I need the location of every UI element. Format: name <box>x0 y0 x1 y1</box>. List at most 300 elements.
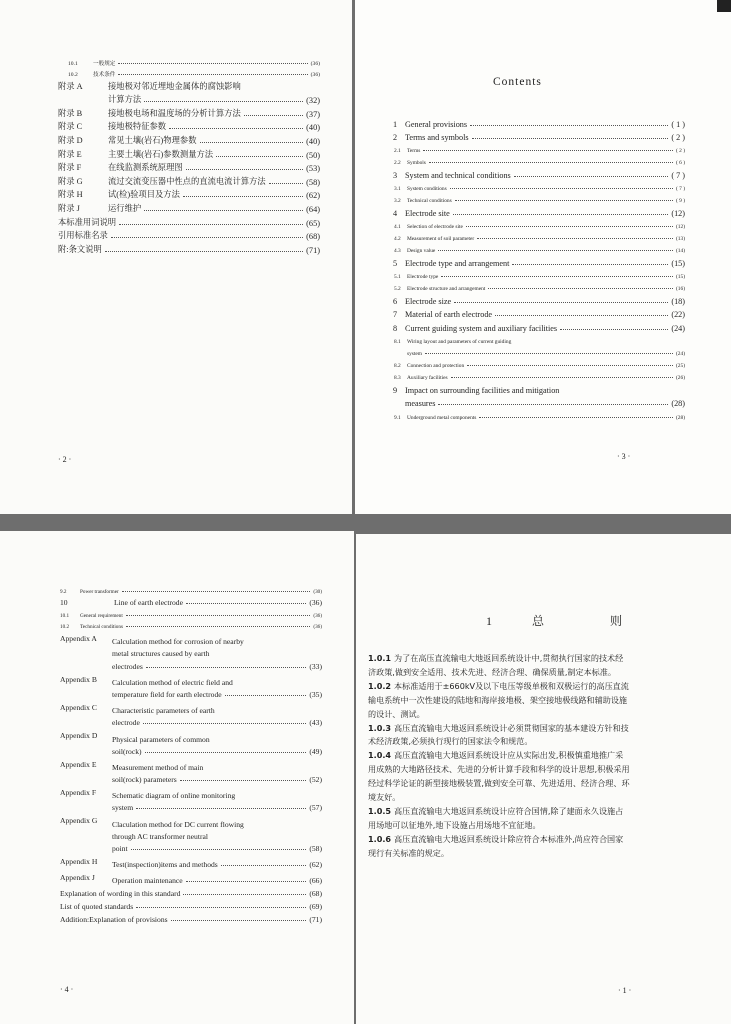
entry-page: (13) <box>676 236 685 243</box>
leader-dots <box>466 226 673 227</box>
appendix-title-text: Measurement method of main <box>112 762 204 772</box>
toc-entry[interactable] <box>393 408 685 420</box>
toc-entry-continuation[interactable] <box>58 92 320 106</box>
clause-paragraph <box>368 722 630 750</box>
toc-entry[interactable] <box>393 280 685 292</box>
entry-title: 本标准用词说明 <box>58 217 117 227</box>
toc-entry[interactable] <box>393 333 685 345</box>
entry-page: (64) <box>306 204 320 214</box>
appendix-title-text: point <box>112 844 128 853</box>
entry-page: (69) <box>309 902 322 912</box>
leader-dots <box>438 404 668 405</box>
entry-page: (15) <box>671 258 685 268</box>
appendix-title-text: system <box>112 803 134 813</box>
entry-number: 3.1 <box>394 186 401 193</box>
appendix-title-text: Schematic diagram of online monitoring <box>112 791 236 801</box>
title-line <box>112 800 322 812</box>
toc-entry[interactable] <box>58 214 320 228</box>
entry-page: ( 7 ) <box>676 186 685 193</box>
entry-page: (65) <box>306 218 320 228</box>
toc-entry[interactable] <box>58 187 320 201</box>
toc-entry[interactable] <box>393 268 685 280</box>
entry-title: 一般规定 <box>93 61 116 67</box>
leader-dots <box>425 353 673 354</box>
clause-number: 1.0.3 <box>368 722 392 733</box>
entry-number: 10 <box>60 598 68 607</box>
entry-number: 9.1 <box>394 414 401 421</box>
leader-dots <box>472 138 669 139</box>
toc-entry[interactable] <box>393 142 685 154</box>
entry-title: Connection and protection <box>407 363 465 370</box>
entry-page: (28) <box>676 414 685 421</box>
clause-paragraph <box>368 652 630 680</box>
appendix-title-block <box>112 760 322 784</box>
title-line <box>112 658 322 670</box>
leader-dots <box>451 377 673 378</box>
entry-number: 4.1 <box>394 223 401 230</box>
leader-dots <box>453 214 669 215</box>
clause-number: 1.0.1 <box>368 653 392 663</box>
toc-entry[interactable] <box>60 703 322 727</box>
folio: · 4 · <box>60 985 74 994</box>
leader-dots <box>146 667 307 668</box>
toc-entry[interactable] <box>60 634 322 671</box>
entry-page: (50) <box>306 150 320 160</box>
leader-dots <box>180 780 307 781</box>
leader-dots <box>169 128 303 129</box>
entry-page: (12) <box>676 223 685 230</box>
entry-title: Addition:Explanation of provisions <box>60 915 168 925</box>
leader-dots <box>122 591 311 592</box>
entry-page: (66) <box>309 876 322 886</box>
appendix-title-text: Calculation method for corrosion of nearby <box>112 637 244 647</box>
entry-page: ( 2 ) <box>676 148 685 155</box>
appendix-title-block <box>112 788 322 812</box>
toc-entry[interactable] <box>60 816 322 853</box>
entry-page: (36) <box>313 624 322 630</box>
toc-entry[interactable] <box>60 857 322 869</box>
clause-text: 为了在高压直流输电大地返回系统设计中,贯彻执行国家的技术经济政策,做到安全适用、技术先进、经济合理、确保质量,制定本标准。 <box>368 653 624 677</box>
clause-text: 高压直流输电大地返回系统设计必须贯彻国家的基本建设方针和技术经济政策,必须执行现行的国家法令和规范。 <box>368 722 629 747</box>
toc-entry[interactable] <box>393 357 685 369</box>
entry-number: 7 <box>393 310 398 320</box>
entry-page: (53) <box>306 164 320 174</box>
entry-number: 10.1 <box>68 61 78 67</box>
title-line <box>112 873 322 885</box>
toc-entry[interactable] <box>60 915 322 924</box>
entry-number: 附录 B <box>58 108 83 118</box>
leader-dots <box>118 74 307 75</box>
entry-number: 1 <box>393 119 398 129</box>
appendix-number: Appendix H <box>60 857 98 866</box>
entry-title: General requirement <box>80 612 123 619</box>
entry-page: (15) <box>676 274 685 280</box>
entry-page: ( 1 ) <box>671 119 685 129</box>
entry-page: (36) <box>310 72 320 78</box>
entry-page: (33) <box>309 661 322 671</box>
leader-dots <box>225 695 307 696</box>
toc-entry[interactable] <box>60 788 322 812</box>
entry-number: 8.3 <box>394 375 401 382</box>
appendix-number: Appendix D <box>60 731 98 741</box>
entry-page: (43) <box>309 718 322 728</box>
toc-entry[interactable] <box>60 675 322 699</box>
title-line <box>112 731 322 743</box>
appendix-number: Appendix C <box>60 702 97 712</box>
entry-title-continued: measures <box>405 399 436 409</box>
entry-page: (35) <box>309 689 322 699</box>
toc-entry[interactable] <box>58 78 320 92</box>
contents-title: Contents <box>493 76 542 88</box>
toc-entry[interactable] <box>58 146 320 160</box>
entry-number: 2.1 <box>394 148 401 155</box>
entry-number: 8.2 <box>394 363 401 370</box>
leader-dots <box>200 142 304 143</box>
toc-entry[interactable] <box>393 254 685 268</box>
title-line <box>112 744 322 756</box>
clause-paragraph <box>368 805 630 833</box>
toc-entry[interactable] <box>393 166 685 180</box>
title-line <box>112 634 322 646</box>
toc-english <box>393 115 685 421</box>
entry-title: 主要土壤(岩石)参数测量方法 <box>108 149 214 159</box>
title-line <box>112 675 322 687</box>
entry-title: 引用标准名录 <box>58 231 108 241</box>
entry-number: 附录 C <box>58 122 83 132</box>
entry-page: (68) <box>309 889 322 899</box>
toc-entry[interactable] <box>60 731 322 755</box>
toc-chinese <box>58 56 320 255</box>
title-line <box>112 646 322 658</box>
entry-number: 5.2 <box>394 286 401 293</box>
clause-paragraph <box>368 833 630 861</box>
entry-page: (36) <box>313 612 322 619</box>
entry-number: 附录 H <box>58 190 83 200</box>
chapter-heading: 1 总 则 <box>486 614 637 628</box>
title-line <box>112 715 322 727</box>
toc-entry[interactable] <box>60 902 322 911</box>
leader-dots <box>131 849 307 850</box>
entry-title: List of quoted standards <box>60 902 134 912</box>
scan-corner-mark <box>717 0 731 12</box>
entry-number: 2.2 <box>394 160 401 167</box>
entry-title: Terms <box>407 148 421 155</box>
leader-dots <box>171 920 307 921</box>
clause-number: 1.0.2 <box>368 680 392 691</box>
appendix-title-text: Physical parameters of common <box>112 734 210 744</box>
clause-number: 1.0.5 <box>368 805 392 816</box>
toc-entry[interactable] <box>393 242 685 254</box>
entry-title: Selection of electrode site <box>407 223 463 230</box>
toc-entry[interactable] <box>393 154 685 166</box>
title-line <box>112 703 322 715</box>
toc-entry[interactable] <box>58 173 320 187</box>
toc-entry[interactable] <box>393 218 685 230</box>
folio: · 2 · <box>58 455 72 464</box>
toc-entry[interactable] <box>58 56 320 67</box>
appendix-number: Appendix G <box>60 816 98 826</box>
toc-entry[interactable] <box>58 228 320 242</box>
entry-title: 接地极特征参数 <box>108 122 167 132</box>
entry-page: (57) <box>309 803 322 813</box>
toc-entry[interactable] <box>58 132 320 146</box>
entry-number: 10.2 <box>60 624 70 630</box>
toc-entry[interactable] <box>60 873 322 885</box>
appendix-title-text: temperature field for earth electrode <box>112 689 222 699</box>
entry-number: 4.3 <box>394 248 401 255</box>
entry-title: Symbols <box>407 160 426 167</box>
entry-page: (58) <box>306 177 320 187</box>
appendix-number: Appendix F <box>60 788 97 798</box>
chapter-body <box>368 652 630 861</box>
title-line <box>112 829 322 841</box>
toc-entry[interactable] <box>393 369 685 381</box>
entry-title: Current guiding system and auxiliary facilities <box>405 323 558 333</box>
entry-number: 附录 J <box>58 203 80 213</box>
toc-entry[interactable] <box>58 67 320 78</box>
entry-number: 附录 E <box>58 149 82 159</box>
appendix-title-text: Operation maintenance <box>112 876 183 886</box>
leader-dots <box>454 302 668 303</box>
title-line <box>112 816 322 828</box>
toc-entry[interactable] <box>60 607 322 619</box>
entry-page: (26) <box>676 375 685 382</box>
leader-dots <box>145 752 307 753</box>
entry-page: (22) <box>671 310 685 320</box>
clause-text: 高压直流输电大地返回系统设计应从实际出发,积极慎重地推广采用成熟的大地路径技术、先进的分析计算手段和科学的设计思想,积极采用经过科学论证的新型接地极装置,做到安全可靠、先进适用、经济合理、环境友好。 <box>368 750 630 803</box>
toc-entry[interactable] <box>393 129 685 143</box>
title-line <box>112 857 322 869</box>
entry-page: (14) <box>676 248 685 255</box>
entry-title: Line of earth electrode <box>114 598 183 607</box>
leader-dots <box>186 169 303 170</box>
leader-dots <box>186 881 307 882</box>
entry-page: (40) <box>306 123 320 133</box>
entry-title: Auxiliary facilities <box>407 375 448 382</box>
leader-dots <box>119 224 303 225</box>
entry-page: (58) <box>309 844 322 853</box>
appendix-title-text: Claculation method for DC current flowing <box>112 819 244 829</box>
leader-dots <box>470 125 668 126</box>
entry-title: Technical conditions <box>407 198 452 205</box>
entry-number: 10.1 <box>60 612 70 619</box>
entry-number: 3.2 <box>394 198 401 205</box>
page-bottom-left <box>0 531 354 1024</box>
leader-dots <box>144 101 303 102</box>
entry-number: 附录 G <box>58 176 83 186</box>
leader-dots <box>455 200 673 201</box>
entry-title: Power transformer <box>80 588 119 595</box>
entry-page: (12) <box>671 208 685 218</box>
entry-number: 4 <box>393 208 398 218</box>
leader-dots <box>126 615 311 616</box>
entry-page: (28) <box>671 399 685 409</box>
entry-number: 3 <box>393 170 398 180</box>
toc-entry-continuation[interactable] <box>393 395 685 409</box>
entry-title: General provisions <box>405 119 468 129</box>
leader-dots <box>438 250 673 251</box>
entry-title: 常见土壤(岩石)物理参数 <box>108 135 197 145</box>
entry-page: (32) <box>306 96 320 106</box>
leader-dots <box>126 626 310 627</box>
leader-dots <box>441 276 673 277</box>
entry-title: 技术条件 <box>93 72 116 78</box>
entry-title-continued: system <box>407 351 422 358</box>
leader-dots <box>479 417 673 418</box>
entry-number: 9 <box>393 385 398 395</box>
entry-title: System conditions <box>407 186 447 193</box>
toc-entry[interactable] <box>393 192 685 204</box>
appendix-number: Appendix A <box>60 634 97 643</box>
leader-dots <box>429 162 673 163</box>
entry-page: ( 2 ) <box>671 133 685 142</box>
leader-dots <box>186 603 306 604</box>
toc-entry-continuation[interactable] <box>393 345 685 357</box>
title-line <box>112 788 322 800</box>
title-line <box>112 687 322 699</box>
toc-entry[interactable] <box>60 583 322 595</box>
leader-dots <box>512 264 668 265</box>
clause-paragraph <box>368 749 630 805</box>
appendix-title-text: soil(rock) parameters <box>112 775 177 785</box>
entry-number: 附录 F <box>58 163 82 173</box>
entry-title: Underground metal components <box>407 414 477 421</box>
entry-title: Electrode type <box>407 274 439 280</box>
entry-page: (71) <box>306 245 320 255</box>
entry-page: (24) <box>676 351 685 358</box>
clause-number: 1.0.6 <box>368 833 392 844</box>
toc-entry[interactable] <box>393 319 685 333</box>
entry-page: (36) <box>310 61 320 67</box>
toc-entry[interactable] <box>58 200 320 214</box>
toc-entry[interactable] <box>60 889 322 898</box>
entry-title: Electrode size <box>405 296 452 306</box>
appendix-title-block <box>112 675 322 699</box>
entry-page: (40) <box>306 136 320 146</box>
clause-number: 1.0.4 <box>368 750 392 761</box>
entry-page: (36) <box>309 598 322 607</box>
leader-dots <box>269 183 304 184</box>
entry-page: (52) <box>309 775 322 785</box>
entry-number: 10.2 <box>68 72 78 78</box>
entry-title: Explanation of wording in this standard <box>60 889 181 899</box>
toc-entry[interactable] <box>60 619 322 631</box>
page-top-right <box>355 0 731 514</box>
toc-entry[interactable] <box>60 760 322 784</box>
appendix-title-text: soil(rock) <box>112 746 142 756</box>
entry-page: (24) <box>671 323 685 333</box>
entry-title: 接地极电场和温度场的分析计算方法 <box>108 108 241 118</box>
entry-title-continued: 计算方法 <box>108 95 142 105</box>
leader-dots <box>111 237 303 238</box>
entry-title: Wiring layout and parameters of current guiding <box>407 338 512 345</box>
leader-dots <box>221 865 307 866</box>
clause-paragraph <box>368 680 630 722</box>
leader-dots <box>118 63 307 64</box>
entry-page: (25) <box>676 363 685 370</box>
entry-title: System and technical conditions <box>405 170 511 180</box>
entry-title: Electrode type and arrangement <box>405 258 510 268</box>
leader-dots <box>136 907 306 908</box>
leader-dots <box>183 894 306 895</box>
appendix-title-block <box>112 873 322 885</box>
appendix-title-block <box>112 703 322 727</box>
toc-entry[interactable] <box>58 160 320 174</box>
entry-page: ( 9 ) <box>676 198 685 205</box>
leader-dots <box>244 115 303 116</box>
entry-title: Technical conditions <box>80 624 123 630</box>
toc-entry[interactable] <box>393 292 685 306</box>
entry-number: 2 <box>393 133 398 142</box>
entry-title: Electrode structure and arrangement <box>407 286 486 293</box>
appendix-title-text: through AC transformer neutral <box>112 831 208 841</box>
leader-dots <box>488 288 673 289</box>
leader-dots <box>144 210 303 211</box>
entry-page: ( 6 ) <box>676 160 685 167</box>
folio: · 1 · <box>618 986 632 995</box>
entry-page: (16) <box>676 286 685 293</box>
folio: · 3 · <box>617 452 631 461</box>
entry-number: 8 <box>393 323 398 333</box>
appendix-title-text: metal structures caused by earth <box>112 649 210 659</box>
appendix-title-block <box>112 857 322 869</box>
entry-title: Terms and symbols <box>405 133 469 142</box>
clause-text: 本标准适用于±660kV及以下电压等级单极和双极运行的高压直流输电系统中一次性建设的陆地和海岸接地极、架空接地极线路和辅助设施的设计、测试。 <box>368 680 629 719</box>
toc-entry[interactable] <box>393 230 685 242</box>
entry-page: (49) <box>309 746 322 756</box>
toc-english-continued <box>60 583 322 924</box>
entry-page: ( 7 ) <box>671 170 685 180</box>
entry-page: (30) <box>313 588 322 595</box>
leader-dots <box>495 315 668 316</box>
entry-page: (18) <box>671 296 685 306</box>
entry-page: (71) <box>309 915 322 925</box>
page-bottom-right <box>356 534 731 1024</box>
leader-dots <box>143 723 307 724</box>
entry-title: 附:条文说明 <box>58 244 102 254</box>
page-top-left <box>0 0 352 514</box>
entry-number: 附录 D <box>58 135 83 145</box>
leader-dots <box>105 251 303 252</box>
toc-entry[interactable] <box>393 180 685 192</box>
entry-page: (37) <box>306 109 320 119</box>
entry-number: 5 <box>393 258 398 268</box>
toc-entry[interactable] <box>58 105 320 119</box>
clause-text: 高压直流输电大地返回系统设计应符合国情,除了建面永久设施占用场地可以征地外,地下设施占用场地不宜征地。 <box>368 805 624 830</box>
toc-entry[interactable] <box>393 115 685 129</box>
appendix-title-block <box>112 634 322 671</box>
entry-title: 试(检)验项目及方法 <box>108 190 180 200</box>
toc-entry[interactable] <box>393 381 685 395</box>
toc-entry[interactable] <box>393 204 685 218</box>
entry-number: 8.1 <box>394 338 401 345</box>
appendix-number: Appendix B <box>60 674 97 684</box>
toc-entry[interactable] <box>60 595 322 608</box>
toc-entry[interactable] <box>393 306 685 320</box>
leader-dots <box>514 176 669 177</box>
appendix-number: Appendix E <box>60 759 97 769</box>
toc-entry[interactable] <box>58 119 320 133</box>
appendix-title-block <box>112 816 322 853</box>
title-line <box>112 841 322 853</box>
appendix-number: Appendix J <box>60 873 95 883</box>
toc-entry[interactable] <box>58 241 320 255</box>
leader-dots <box>450 188 673 189</box>
entry-number: 附录 A <box>58 81 83 91</box>
entry-title: Measurement of soil parameter <box>407 236 475 243</box>
leader-dots <box>136 808 306 809</box>
entry-title: 流过交流变压器中性点的直流电流计算方法 <box>108 176 266 186</box>
